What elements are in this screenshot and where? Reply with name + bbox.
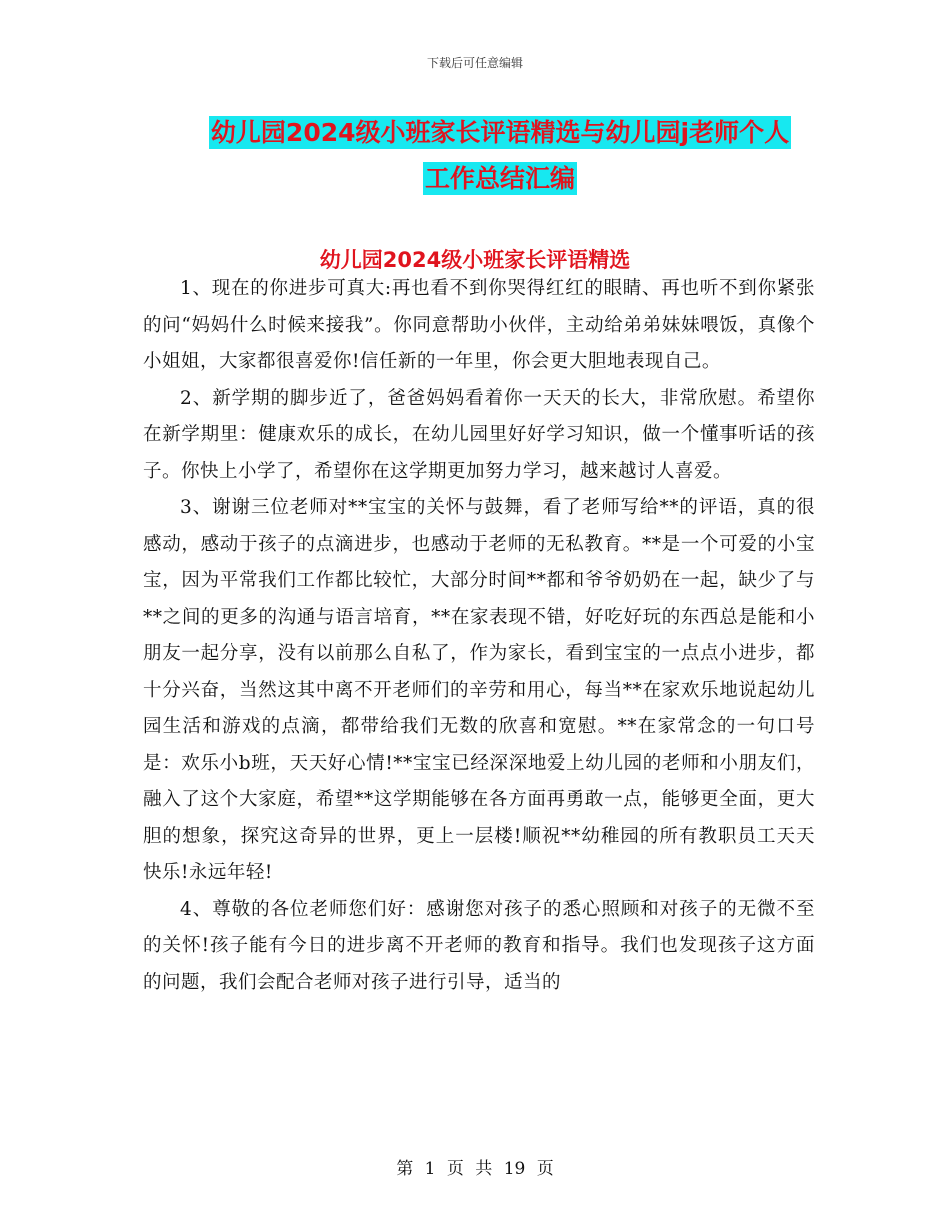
title-line-2: 工作总结汇编 (424, 164, 575, 193)
paragraph-1: 1、现在的你进步可真大:再也看不到你哭得红红的眼睛、再也听不到你紧张的问“妈妈什么时候来接我”。你同意帮助小伙伴，主动给弟弟妹妹喂饭，真像个小姐姐，大家都很喜爱你!信任新的一年里，你会更大胆地表现自己。 (143, 278, 815, 372)
paragraph-3: 3、谢谢三位老师对**宝宝的关怀与鼓舞，看了老师写给**的评语，真的很感动，感动于孩子的点滴进步，也感动于老师的无私教育。**是一个可爱的小宝宝，因为平常我们工作都比较忙，大部分时间**都和爷爷奶奶在一起，缺少了与**之间的更多的沟通与语言培育，**在家表现不错，好吃好玩的东西总是能和小朋友一起分享，没有以前那么自私了，作为家长，看到宝宝的一点点小进步，都十分兴奋，当然这其中离不开老师们的辛劳和用心，每当**在家欢乐地说起幼儿园生活和游戏的点滴，都带给我们无数的欣喜和宽慰。**在家常念的一句口号是：欢乐小b班，天天好心情!**宝宝已经深深地爱上幼儿园的老师和小朋友们，融入了这个大家庭，希望**这学期能够在各方面再勇敢一点，能够更全面，更大胆的想象，探究这奇异的世界，更上一层楼!顺祝**幼稚园的所有教职员工天天快乐!永远年轻! (143, 497, 815, 883)
paragraph-4: 4、尊敬的各位老师您们好：感谢您对孩子的悉心照顾和对孩子的无微不至的关怀!孩子能有今日的进步离不开老师的教育和指导。我们也发现孩子这方面的问题，我们会配合老师对孩子进行引导，适当的 (143, 898, 815, 993)
body-text (143, 271, 815, 1001)
section-title: 幼儿园2024级小班家长评语精选 (319, 248, 631, 272)
document-title (150, 110, 850, 202)
header-note: 下载后可任意编辑 (426, 56, 523, 70)
page-footer: 第 1 页 共 19 页 (396, 1159, 554, 1179)
paragraph-2: 2、新学期的脚步近了，爸爸妈妈看着你一天天的长大，非常欣慰。希望你在新学期里：健康欢乐的成长，在幼儿园里好好学习知识，做一个懂事听话的孩子。你快上小学了，希望你在这学期更加努力学习，越来越讨人喜爱。 (143, 387, 815, 482)
title-line-1: 幼儿园2024级小班家长评语精选与幼儿园j老师个人 (210, 118, 790, 147)
